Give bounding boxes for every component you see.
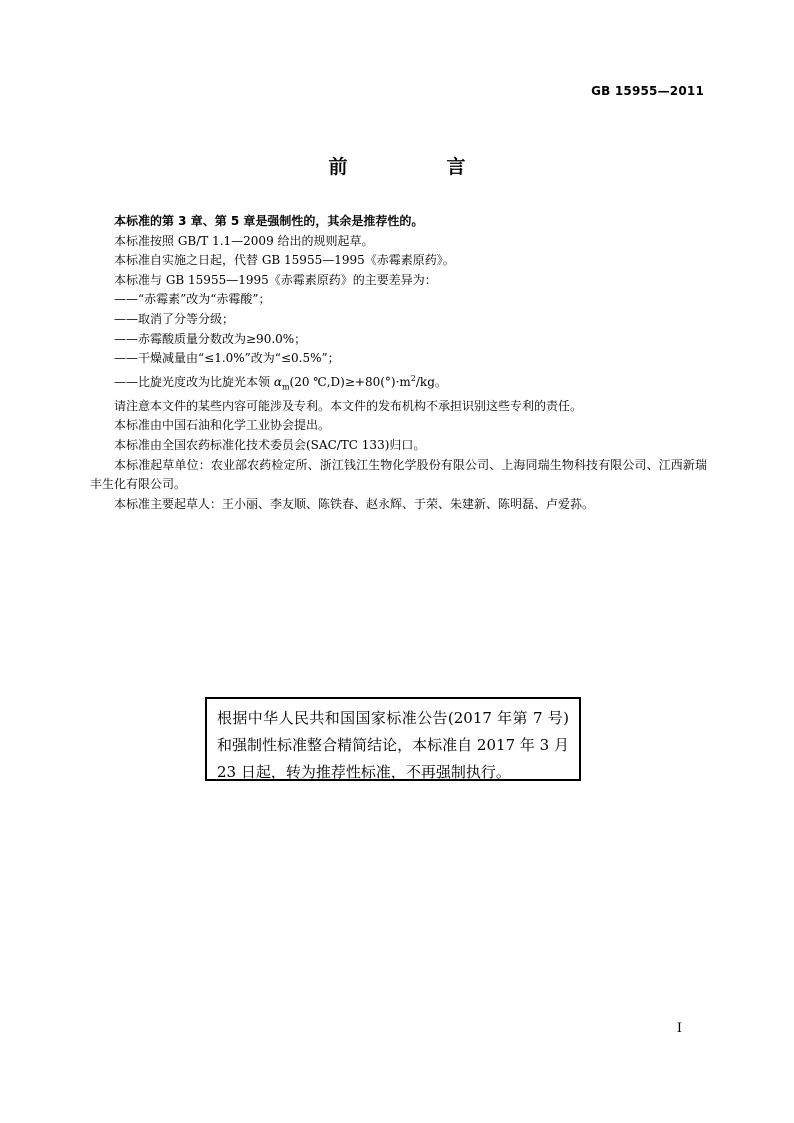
standard-number: GB 15955—2011: [591, 84, 704, 98]
page-number: I: [676, 1021, 682, 1036]
paragraph-mandatory-note: 本标准的第 3 章、第 5 章是强制性的，其余是推荐性的。: [114, 214, 424, 228]
paragraph-proposer: 本标准由中国石油和化学工业协会提出。: [114, 418, 331, 433]
difference-item: ——干燥减量由“≤1.0%”改为“≤0.5%”；: [114, 351, 340, 366]
paragraph-drafting-rules: 本标准按照 GB/T 1.1—2009 给出的规则起草。: [114, 233, 374, 248]
paragraph-drafters: 本标准主要起草人：王小丽、李友顺、陈铁春、赵永辉、于荣、朱建新、陈明磊、卢爱荪。: [114, 496, 595, 511]
page-title: 前 言: [328, 156, 506, 178]
difference-item-rotation: [90, 369, 707, 397]
rotation-symbol: α: [273, 374, 282, 389]
difference-item: ——“赤霉素”改为“赤霉酸”；: [114, 292, 271, 307]
paragraph-patent-note: 请注意本文件的某些内容可能涉及专利。本文件的发布机构不承担识别这些专利的责任。: [114, 398, 583, 413]
difference-item: ——取消了分等分级；: [114, 311, 235, 326]
rotation-superscript: 2: [410, 373, 416, 383]
difference-item: ——赤霉酸质量分数改为≥90.0%；: [114, 331, 307, 346]
paragraph-drafting-units: 本标准起草单位：农业部农药检定所、浙江钱江生物化学股份有限公司、上海同瑞生物科技有限公司、江西新瑞丰生化有限公司。: [90, 457, 707, 492]
paragraph-committee: 本标准由全国农药标准化技术委员会(SAC/TC 133)归口。: [114, 437, 426, 452]
paragraph-differences-intro: 本标准与 GB 15955—1995《赤霉素原药》的主要差异为：: [114, 272, 437, 287]
foreword-body: [90, 212, 707, 514]
rotation-subscript: m: [281, 382, 290, 392]
rotation-prefix: ——比旋光度改为比旋光本领: [114, 374, 274, 389]
notice-box: 根据中华人民共和国国家标准公告(2017 年第 7 号)和强制性标准整合精简结论，本标准自 2017 年 3 月 23 日起，转为推荐性标准，不再强制执行。: [205, 697, 581, 781]
paragraph-replaces: 本标准自实施之日起，代替 GB 15955—1995《赤霉素原药》。: [114, 253, 455, 268]
rotation-suffix: (20 ℃,D)≥+80(°)·m: [289, 374, 411, 389]
rotation-tail: /kg。: [415, 374, 447, 389]
